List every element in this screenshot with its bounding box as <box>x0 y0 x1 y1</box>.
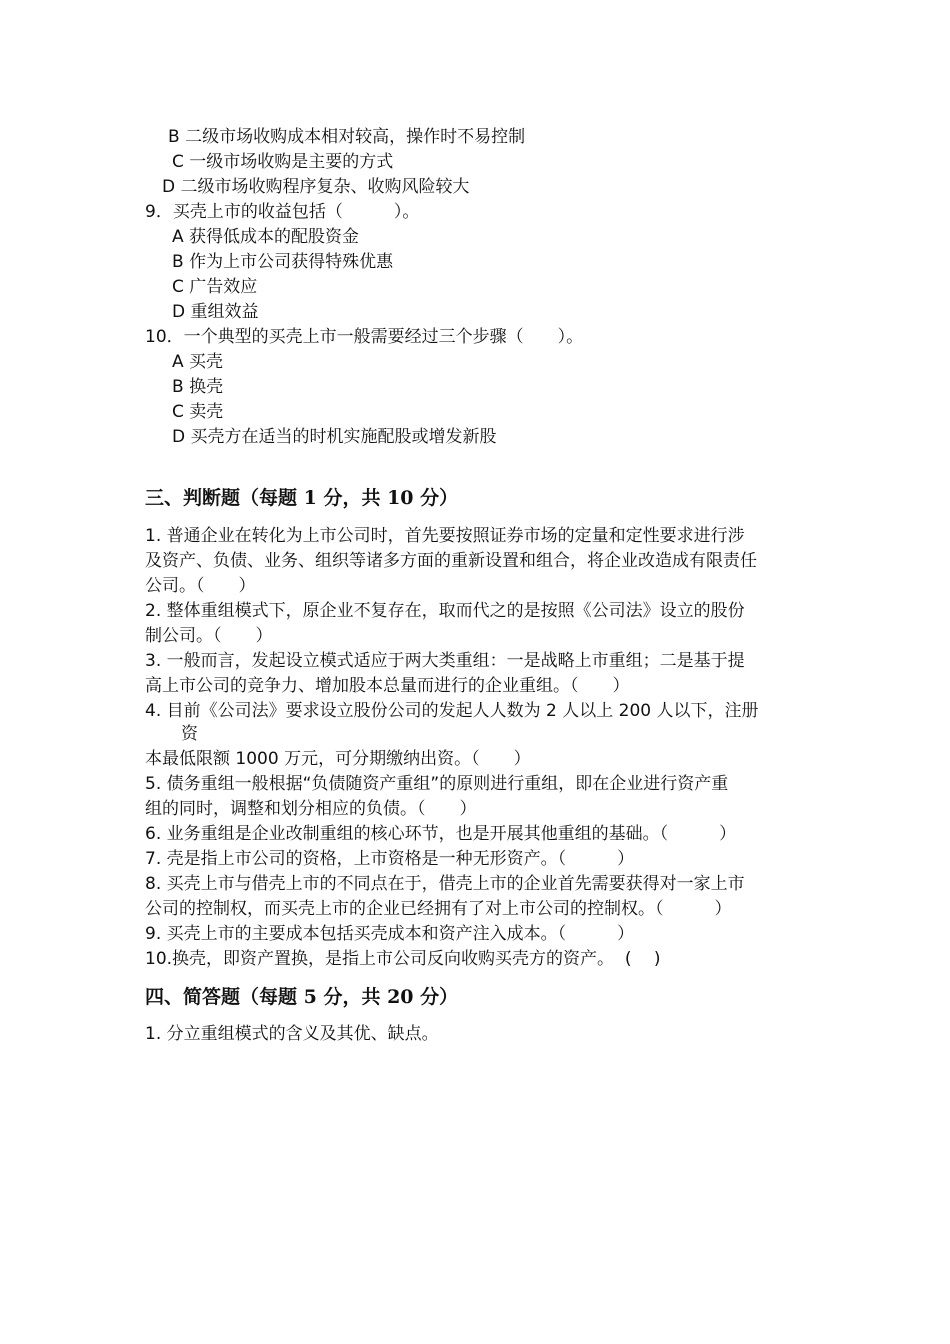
judgment-line: 10.换壳，即资产置换，是指上市公司反向收购买壳方的资产。 ( ) <box>145 949 661 969</box>
section-three-heading: 三、判断题（每题 1 分，共 10 分） <box>145 487 459 509</box>
judgment-line: 3. 一般而言，发起设立模式适应于两大类重组：一是战略上市重组；二是基于提 <box>145 651 745 671</box>
judgment-line: 5. 债务重组一般根据“负债随资产重组”的原则进行重组，即在企业进行资产重 <box>145 774 729 794</box>
judgment-line: 2. 整体重组模式下，原企业不复存在，取而代之的是按照《公司法》设立的股份 <box>145 601 745 621</box>
judgment-line: 1. 普通企业在转化为上市公司时，首先要按照证券市场的定量和定性要求进行涉 <box>145 526 745 546</box>
section-four-heading: 四、简答题（每题 5 分，共 20 分） <box>145 986 459 1008</box>
q10-option-c: C 卖壳 <box>172 402 224 422</box>
q8-option-d: D 二级市场收购程序复杂、收购风险较大 <box>162 177 470 197</box>
q9-option-c: C 广告效应 <box>172 277 258 297</box>
judgment-line: 及资产、负债、业务、组织等诸多方面的重新设置和组合，将企业改造成有限责任 <box>145 551 757 571</box>
q9-option-b: B 作为上市公司获得特殊优惠 <box>172 252 394 272</box>
judgment-line: 4. 目前《公司法》要求设立股份公司的发起人人数为 2 人以上 200 人以下，注册 <box>145 701 759 721</box>
q10-option-d: D 买壳方在适当的时机实施配股或增发新股 <box>172 427 497 447</box>
q9-option-a: A 获得低成本的配股资金 <box>172 227 360 247</box>
judgment-line: 公司。（ ） <box>145 576 256 596</box>
judgment-line: 制公司。（ ） <box>145 626 273 646</box>
q8-option-b: B 二级市场收购成本相对较高，操作时不易控制 <box>168 127 526 147</box>
q9-stem: 9．买壳上市的收益包括（ ）。 <box>145 202 420 222</box>
judgment-line: 高上市公司的竞争力、增加股本总量而进行的企业重组。（ ） <box>145 676 630 696</box>
q9-option-d: D 重组效益 <box>172 302 259 322</box>
judgment-line: 本最低限额 1000 万元，可分期缴纳出资。（ ） <box>145 749 531 769</box>
judgment-line: 公司的控制权，而买壳上市的企业已经拥有了对上市公司的控制权。（ ） <box>145 899 732 919</box>
judgment-line: 8. 买壳上市与借壳上市的不同点在于，借壳上市的企业首先需要获得对一家上市 <box>145 874 745 894</box>
q10-stem: 10．一个典型的买壳上市一般需要经过三个步骤（ ）。 <box>145 327 584 347</box>
q8-option-c: C 一级市场收购是主要的方式 <box>172 152 394 172</box>
short-answer-line: 1. 分立重组模式的含义及其优、缺点。 <box>145 1024 439 1044</box>
q10-option-a: A 买壳 <box>172 352 224 372</box>
judgment-line: 资 <box>181 724 198 744</box>
judgment-line: 组的同时，调整和划分相应的负债。（ ） <box>145 799 477 819</box>
q10-option-b: B 换壳 <box>172 377 224 397</box>
judgment-line: 6. 业务重组是企业改制重组的核心环节，也是开展其他重组的基础。（ ） <box>145 824 737 844</box>
judgment-line: 7. 壳是指上市公司的资格，上市资格是一种无形资产。（ ） <box>145 849 635 869</box>
judgment-line: 9. 买壳上市的主要成本包括买壳成本和资产注入成本。（ ） <box>145 924 635 944</box>
